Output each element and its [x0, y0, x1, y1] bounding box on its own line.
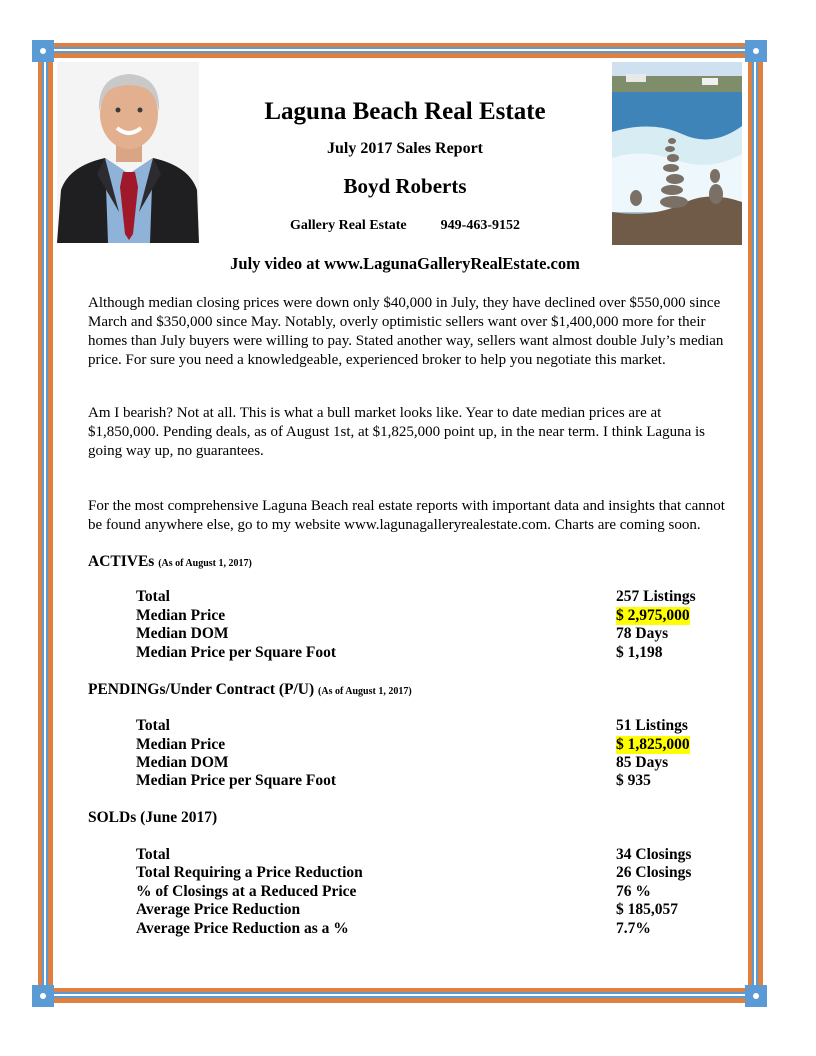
row-label: Total: [136, 717, 170, 734]
row-label: Median Price: [136, 736, 226, 753]
row-value-highlighted: $ 1,825,000: [616, 736, 690, 753]
page-title: Laguna Beach Real Estate: [264, 98, 546, 125]
row-label: Total: [136, 846, 170, 863]
section-note: (As of August 1, 2017): [158, 558, 252, 569]
table-row: [136, 644, 716, 663]
actives-heading: [88, 553, 252, 571]
border-left: [38, 45, 53, 1000]
paragraph: For the most comprehensive Laguna Beach real estate reports with important data and insights that cannot be found anywhere else, go to my website www.lagunagalleryrealestate.com. Charts are coming soon.: [88, 498, 725, 533]
row-value: 85 Days: [616, 754, 669, 771]
solds-heading: [88, 809, 217, 827]
border-corner: [32, 985, 54, 1007]
table-row: [136, 883, 716, 902]
row-value: 34 Closings: [616, 846, 692, 863]
row-value: 7.7%: [616, 920, 651, 937]
row-label: Median Price per Square Foot: [136, 644, 337, 661]
pendings-heading: [88, 681, 412, 699]
row-label: Total Requiring a Price Reduction: [136, 864, 363, 881]
company-name: Gallery Real Estate: [290, 218, 407, 233]
border-corner: [32, 40, 54, 62]
table-row: [136, 717, 716, 736]
table-row: [136, 901, 716, 920]
row-value: 76 %: [616, 883, 651, 900]
row-label: Median Price: [136, 607, 226, 624]
beach-photo: [612, 62, 742, 245]
border-corner: [745, 40, 767, 62]
video-link[interactable]: July video at www.LagunaGalleryRealEstate.com: [230, 254, 580, 273]
row-label: Average Price Reduction: [136, 901, 301, 918]
phone-number: 949-463-9152: [440, 218, 520, 233]
table-row: [136, 625, 716, 644]
row-label: % of Closings at a Reduced Price: [136, 883, 357, 900]
row-value: $ 1,198: [616, 644, 663, 661]
row-value: $ 185,057: [616, 901, 678, 918]
row-value: 257 Listings: [616, 588, 696, 605]
row-label: Average Price Reduction as a %: [136, 920, 349, 937]
table-row: [136, 846, 716, 865]
table-row: [136, 772, 716, 791]
border-right: [748, 45, 763, 1000]
row-value: $ 935: [616, 772, 651, 789]
table-row: [136, 588, 716, 607]
section-note: (As of August 1, 2017): [318, 686, 412, 697]
border-top: [40, 43, 758, 58]
table-row: [136, 920, 716, 939]
table-row: [136, 607, 716, 626]
row-label: Median DOM: [136, 754, 229, 771]
table-row: [136, 736, 716, 755]
border-bottom: [40, 988, 758, 1003]
border-corner: [745, 985, 767, 1007]
contact-line: [200, 218, 610, 234]
row-value: 51 Listings: [616, 717, 688, 734]
section-title: SOLDs (June 2017): [88, 809, 218, 826]
table-row: [136, 864, 716, 883]
row-value: 78 Days: [616, 625, 669, 642]
agent-photo: [57, 62, 199, 243]
table-row: [136, 754, 716, 773]
paragraph: Although median closing prices were down only $40,000 in July, they have declined over $550,000 since March and $350,000 since May. Notably, overly optimistic sellers want over $1,400,000 more for their homes than July buyers were willing to pay. Stated another way, sellers want almost double July’s median price. For sure you need a knowledgeable, experienced broker to help you negotiate this market.: [88, 295, 724, 368]
paragraph: Am I bearish? Not at all. This is what a bull market looks like. Year to date median prices are at $1,850,000. Pending deals, as of August 1st, at $1,825,000 point up, in the near term. I think Laguna is going way up, no guarantees.: [88, 405, 706, 459]
row-label: Median DOM: [136, 625, 229, 642]
row-label: Median Price per Square Foot: [136, 772, 337, 789]
report-subtitle: July 2017 Sales Report: [327, 140, 483, 157]
agent-name: Boyd Roberts: [343, 174, 467, 198]
section-title: ACTIVEs: [88, 553, 155, 570]
row-label: Total: [136, 588, 170, 605]
row-value-highlighted: $ 2,975,000: [616, 607, 690, 624]
row-value: 26 Closings: [616, 864, 692, 881]
section-title: PENDINGs/Under Contract (P/U): [88, 681, 315, 698]
